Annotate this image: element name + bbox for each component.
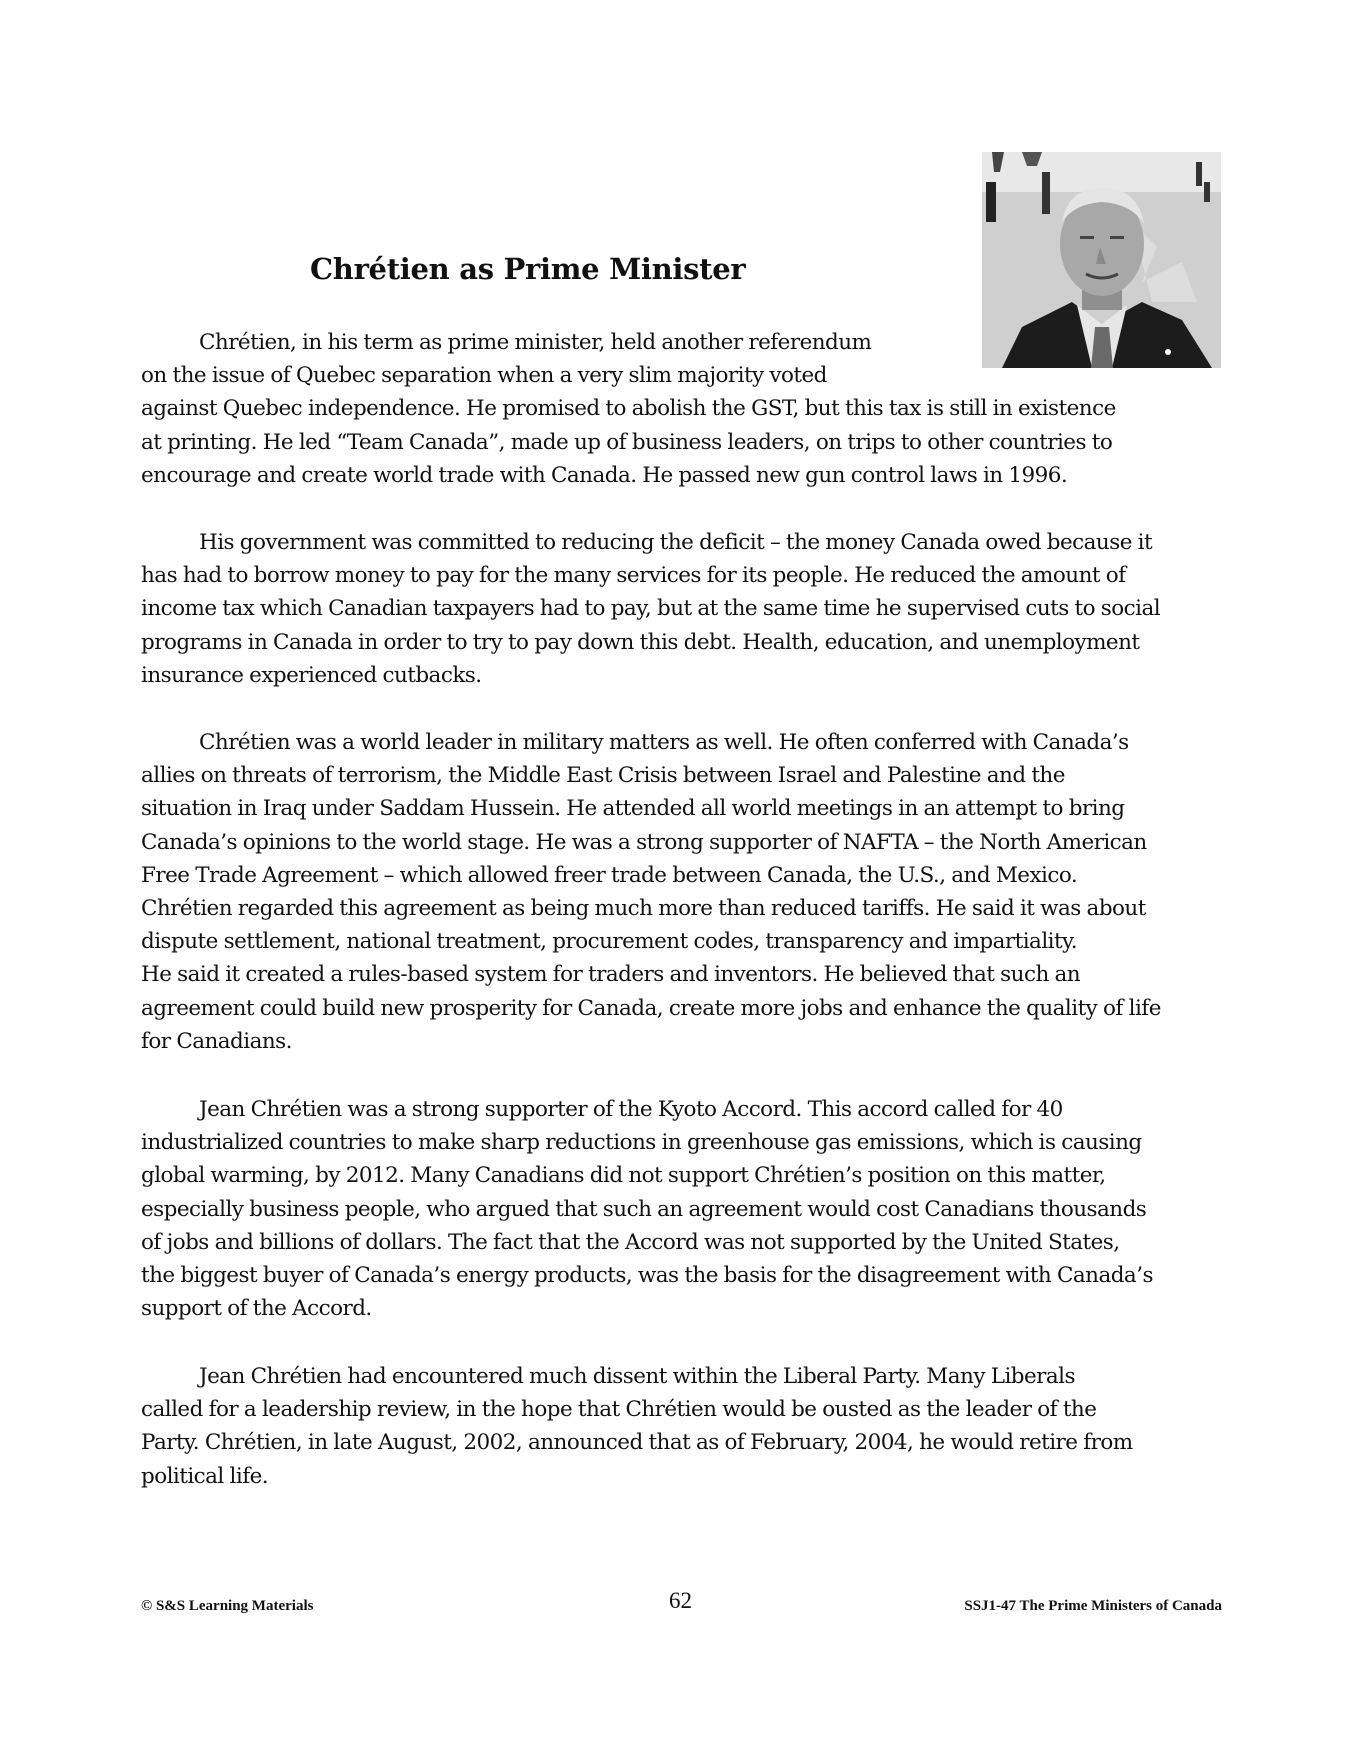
text-line: against Quebec independence. He promised to abolish the GST, but this tax is still in existence [141,396,1116,422]
text-line: He said it created a rules-based system for traders and inventors. He believed that such an [141,962,1081,988]
paragraph-kyoto [141,1093,1223,1325]
text-line: programs in Canada in order to try to pay down this debt. Health, education, and unemployment [141,629,1140,655]
text-line: Free Trade Agreement – which allowed freer trade between Canada, the U.S., and Mexico. [141,862,1078,888]
text-line: support of the Accord. [141,1296,372,1322]
text-line: encourage and create world trade with Canada. He passed new gun control laws in 1996. [141,462,1068,488]
text-line: insurance experienced cutbacks. [141,662,482,688]
text-line: Jean Chrétien had encountered much dissent within the Liberal Party. Many Liberals [199,1364,1075,1389]
footer-copyright: © S&S Learning Materials [141,1598,314,1614]
text-line: His government was committed to reducing the deficit – the money Canada owed because it [199,530,1153,555]
text-line: Party. Chrétien, in late August, 2002, announced that as of February, 2004, he would retire from [141,1430,1133,1456]
text-line: for Canadians. [141,1028,292,1054]
text-line: has had to borrow money to pay for the many services for its people. He reduced the amount of [141,563,1126,589]
paragraph-referendum [141,326,1223,492]
text-line: industrialized countries to make sharp reductions in greenhouse gas emissions, which is causing [141,1130,1142,1156]
text-line: allies on threats of terrorism, the Middle East Crisis between Israel and Palestine and the [141,763,1065,789]
text-line: called for a leadership review, in the hope that Chrétien would be ousted as the leader of the [141,1397,1097,1423]
text-line: of jobs and billions of dollars. The fact that the Accord was not supported by the United States, [141,1229,1120,1255]
page-title: Chrétien as Prime Minister [310,252,746,286]
text-line: dispute settlement, national treatment, procurement codes, transparency and impartiality. [141,929,1078,955]
paragraph-military-nafta [141,726,1223,1058]
text-line: political life. [141,1463,269,1489]
text-line: the biggest buyer of Canada’s energy products, was the basis for the disagreement with Canada’s [141,1263,1153,1289]
paragraph-retirement [141,1360,1223,1493]
text-line: Chrétien regarded this agreement as being much more than reduced tariffs. He said it was about [141,896,1146,922]
text-line: agreement could build new prosperity for Canada, create more jobs and enhance the quality of life [141,995,1161,1021]
paragraph-deficit [141,526,1223,692]
text-line: situation in Iraq under Saddam Hussein. He attended all world meetings in an attempt to bring [141,796,1125,822]
text-line: Chrétien, in his term as prime minister, held another referendum [199,330,872,355]
text-line: on the issue of Quebec separation when a very slim majority voted [141,363,827,389]
text-line: at printing. He led “Team Canada”, made up of business leaders, on trips to other countries to [141,429,1113,455]
text-line: especially business people, who argued that such an agreement would cost Canadians thousands [141,1196,1147,1222]
text-line: Canada’s opinions to the world stage. He was a strong supporter of NAFTA – the North American [141,829,1147,855]
text-line: global warming, by 2012. Many Canadians did not support Chrétien’s position on this matter, [141,1163,1106,1189]
footer-book-title: SSJ1-47 The Prime Ministers of Canada [964,1598,1222,1614]
text-line: Jean Chrétien was a strong supporter of the Kyoto Accord. This accord called for 40 [199,1097,1063,1122]
page-number: 62 [669,1588,692,1613]
text-line: income tax which Canadian taxpayers had to pay, but at the same time he supervised cuts to social [141,596,1161,622]
text-line: Chrétien was a world leader in military matters as well. He often conferred with Canada’s [199,730,1129,755]
